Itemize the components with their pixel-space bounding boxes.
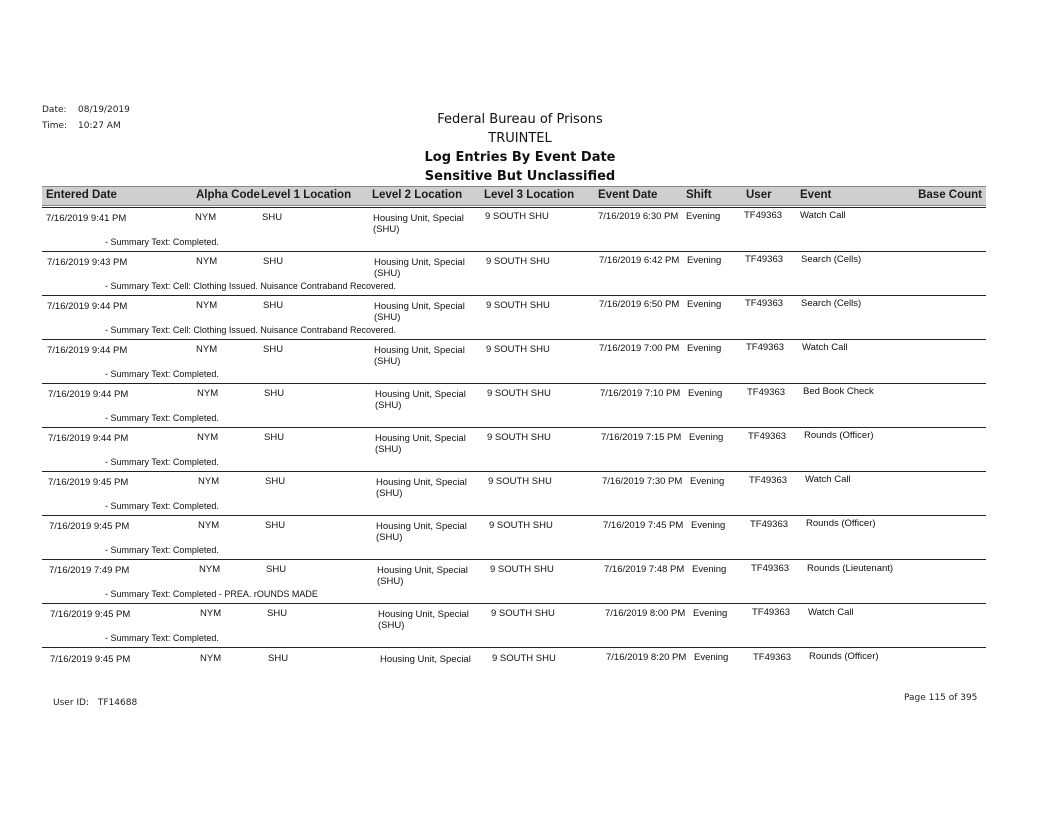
cell-summary: - Summary Text: Cell: Clothing Issued. Nuisance Contraband Recovered.: [105, 281, 396, 291]
table-row: [42, 471, 986, 515]
title-report-name: Log Entries By Event Date: [424, 150, 616, 165]
col-alpha-code: Alpha Code: [196, 189, 260, 201]
cell-level2: Housing Unit, Special (SHU): [376, 521, 467, 543]
cell-entered: 7/16/2019 9:44 PM: [48, 389, 129, 400]
cell-entered: 7/16/2019 9:44 PM: [47, 301, 128, 312]
cell-user: TF49363: [752, 607, 791, 618]
cell-level3: 9 SOUTH SHU: [486, 256, 550, 267]
table-row: [42, 295, 986, 339]
col-event: Event: [800, 189, 832, 201]
cell-user: TF49363: [748, 431, 787, 442]
cell-level1: SHU: [266, 564, 287, 575]
col-level1: Level 1 Location: [261, 189, 352, 201]
cell-entered: 7/16/2019 9:45 PM: [50, 609, 131, 620]
page-number-text: Page 115 of 395: [904, 693, 978, 703]
time-label: Time:: [42, 121, 68, 131]
title-system: TRUINTEL: [488, 131, 552, 146]
cell-level1: SHU: [265, 476, 286, 487]
cell-level2: Housing Unit, Special: [380, 654, 471, 665]
cell-level3: 9 SOUTH SHU: [491, 608, 555, 619]
cell-event-date: 7/16/2019 8:00 PM: [605, 608, 686, 619]
cell-entered: 7/16/2019 9:45 PM: [48, 477, 129, 488]
table-row: [42, 647, 986, 671]
cell-alpha: NYM: [199, 564, 221, 575]
cell-event: Search (Cells): [801, 298, 862, 309]
cell-event: Rounds (Officer): [809, 651, 879, 662]
cell-level3: 9 SOUTH SHU: [489, 520, 553, 531]
report-title: [390, 110, 650, 186]
cell-event: Watch Call: [800, 210, 846, 221]
cell-level2: Housing Unit, Special (SHU): [375, 389, 466, 411]
cell-alpha: NYM: [198, 520, 220, 531]
cell-alpha: NYM: [200, 653, 222, 664]
cell-shift: Evening: [689, 432, 724, 443]
cell-event-date: 7/16/2019 6:50 PM: [599, 299, 680, 310]
cell-level2: Housing Unit, Special (SHU): [374, 257, 465, 279]
cell-alpha: NYM: [198, 476, 220, 487]
cell-entered: 7/16/2019 9:44 PM: [47, 345, 128, 356]
cell-level1: SHU: [263, 344, 284, 355]
cell-level1: SHU: [267, 608, 288, 619]
cell-level2: Housing Unit, Special (SHU): [375, 433, 466, 455]
cell-event-date: 7/16/2019 7:10 PM: [600, 388, 681, 399]
cell-shift: Evening: [694, 652, 729, 663]
cell-shift: Evening: [687, 255, 722, 266]
user-id: [53, 698, 137, 708]
cell-alpha: NYM: [197, 388, 219, 399]
cell-level1: SHU: [264, 432, 285, 443]
cell-summary: - Summary Text: Completed.: [105, 457, 219, 467]
page-number: [904, 693, 977, 703]
table-row: [42, 515, 986, 559]
cell-shift: Evening: [690, 476, 725, 487]
cell-level2: Housing Unit, Special (SHU): [377, 565, 468, 587]
col-entered-date: Entered Date: [46, 189, 117, 201]
cell-shift: Evening: [692, 564, 727, 575]
cell-summary: - Summary Text: Completed.: [105, 501, 219, 511]
cell-level1: SHU: [263, 300, 284, 311]
cell-event-date: 7/16/2019 7:30 PM: [602, 476, 683, 487]
cell-event-date: 7/16/2019 7:00 PM: [599, 343, 680, 354]
cell-level2: Housing Unit, Special (SHU): [374, 301, 465, 323]
cell-level3: 9 SOUTH SHU: [486, 344, 550, 355]
cell-event: Watch Call: [808, 607, 854, 618]
cell-user: TF49363: [745, 298, 784, 309]
cell-summary: - Summary Text: Completed.: [105, 413, 219, 423]
cell-level1: SHU: [265, 520, 286, 531]
cell-shift: Evening: [688, 388, 723, 399]
cell-event: Watch Call: [802, 342, 848, 353]
cell-level2: Housing Unit, Special (SHU): [373, 213, 464, 235]
cell-shift: Evening: [693, 608, 728, 619]
cell-summary: - Summary Text: Completed.: [105, 545, 219, 555]
cell-event: Search (Cells): [801, 254, 862, 265]
cell-user: TF49363: [744, 210, 783, 221]
cell-user: TF49363: [751, 563, 790, 574]
cell-event-date: 7/16/2019 7:15 PM: [601, 432, 682, 443]
cell-event-date: 7/16/2019 7:48 PM: [604, 564, 685, 575]
table-row: [42, 251, 986, 295]
table-row: [42, 207, 986, 251]
col-event-date: Event Date: [598, 189, 658, 201]
cell-alpha: NYM: [200, 608, 222, 619]
cell-entered: 7/16/2019 9:45 PM: [49, 521, 130, 532]
cell-level1: SHU: [268, 653, 289, 664]
cell-user: TF49363: [753, 652, 792, 663]
cell-event-date: 7/16/2019 8:20 PM: [606, 652, 687, 663]
cell-shift: Evening: [687, 343, 722, 354]
title-classification: Sensitive But Unclassified: [424, 169, 616, 184]
cell-level3: 9 SOUTH SHU: [488, 476, 552, 487]
cell-level3: 9 SOUTH SHU: [492, 653, 556, 664]
table-row: [42, 339, 986, 383]
user-id-label: User ID:: [53, 698, 89, 708]
cell-shift: Evening: [687, 299, 722, 310]
date-label: Date:: [42, 105, 67, 115]
cell-alpha: NYM: [197, 432, 219, 443]
cell-level2: Housing Unit, Special (SHU): [374, 345, 465, 367]
cell-level2: Housing Unit, Special (SHU): [376, 477, 467, 499]
cell-level1: SHU: [262, 212, 283, 223]
cell-alpha: NYM: [196, 300, 218, 311]
cell-summary: - Summary Text: Completed.: [105, 237, 219, 247]
cell-user: TF49363: [745, 254, 784, 265]
cell-user: TF49363: [747, 387, 786, 398]
cell-shift: Evening: [686, 211, 721, 222]
cell-entered: 7/16/2019 9:44 PM: [48, 433, 129, 444]
cell-level3: 9 SOUTH SHU: [485, 211, 549, 222]
report-date: [42, 105, 130, 115]
cell-entered: 7/16/2019 9:45 PM: [50, 654, 131, 665]
cell-entered: 7/16/2019 7:49 PM: [49, 565, 130, 576]
col-user: User: [746, 189, 772, 201]
cell-event-date: 7/16/2019 6:42 PM: [599, 255, 680, 266]
cell-event: Rounds (Officer): [806, 518, 876, 529]
cell-event: Bed Book Check: [803, 386, 874, 397]
cell-level1: SHU: [263, 256, 284, 267]
cell-level3: 9 SOUTH SHU: [487, 388, 551, 399]
title-agency: Federal Bureau of Prisons: [437, 112, 603, 127]
cell-summary: - Summary Text: Cell: Clothing Issued. Nuisance Contraband Recovered.: [105, 325, 396, 335]
date-value: 08/19/2019: [78, 105, 130, 115]
cell-event: Rounds (Officer): [804, 430, 874, 441]
table-header: [42, 186, 986, 206]
cell-event-date: 7/16/2019 7:45 PM: [603, 520, 684, 531]
cell-event: Watch Call: [805, 474, 851, 485]
cell-level3: 9 SOUTH SHU: [490, 564, 554, 575]
cell-summary: - Summary Text: Completed.: [105, 369, 219, 379]
cell-entered: 7/16/2019 9:43 PM: [47, 257, 128, 268]
table-row: [42, 383, 986, 427]
cell-level2: Housing Unit, Special (SHU): [378, 609, 469, 631]
cell-shift: Evening: [691, 520, 726, 531]
cell-entered: 7/16/2019 9:41 PM: [46, 213, 127, 224]
cell-summary: - Summary Text: Completed.: [105, 633, 219, 643]
cell-summary: - Summary Text: Completed - PREA. rOUNDS MADE: [105, 589, 318, 599]
cell-alpha: NYM: [195, 212, 217, 223]
time-value: 10:27 AM: [78, 121, 121, 131]
table-row: [42, 603, 986, 647]
cell-user: TF49363: [749, 475, 788, 486]
cell-level1: SHU: [264, 388, 285, 399]
col-base-count: Base Count: [918, 189, 982, 201]
col-level3: Level 3 Location: [484, 189, 575, 201]
cell-level3: 9 SOUTH SHU: [486, 300, 550, 311]
cell-event-date: 7/16/2019 6:30 PM: [598, 211, 679, 222]
table-row: [42, 559, 986, 603]
cell-alpha: NYM: [196, 344, 218, 355]
report-time: [42, 121, 121, 131]
user-id-value: TF14688: [97, 698, 138, 708]
cell-user: TF49363: [750, 519, 789, 530]
cell-alpha: NYM: [196, 256, 218, 267]
col-level2: Level 2 Location: [372, 189, 463, 201]
cell-user: TF49363: [746, 342, 785, 353]
cell-event: Rounds (Lieutenant): [807, 563, 894, 574]
table-row: [42, 427, 986, 471]
cell-level3: 9 SOUTH SHU: [487, 432, 551, 443]
col-shift: Shift: [686, 189, 712, 201]
